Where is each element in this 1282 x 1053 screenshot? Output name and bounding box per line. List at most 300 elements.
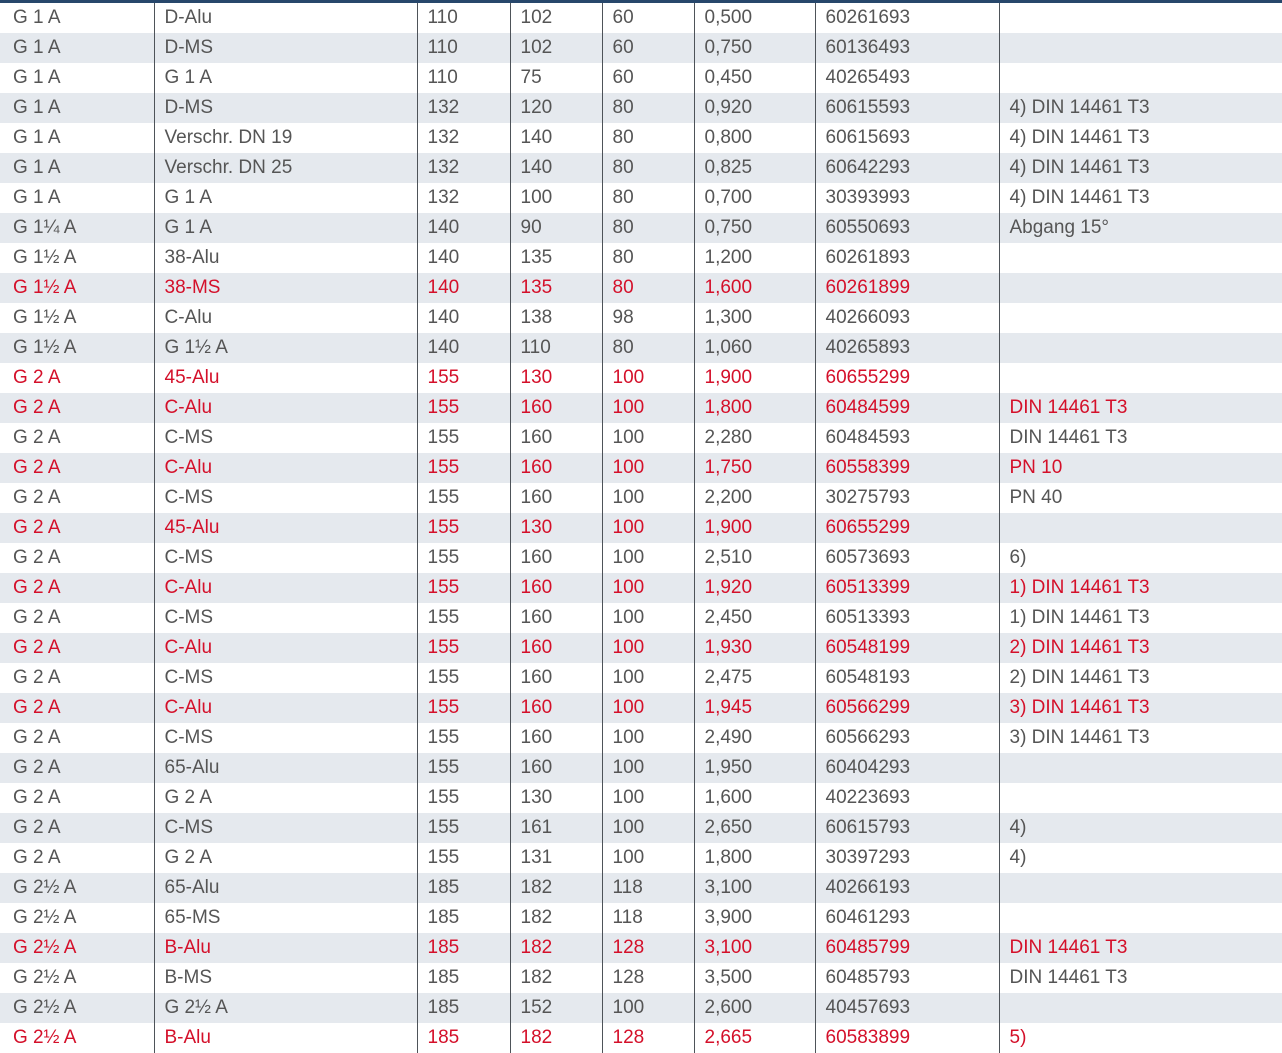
dimension-c-cell: 100 — [602, 633, 694, 663]
length-cell: 110 — [417, 3, 510, 33]
connection-type-cell: C-MS — [154, 813, 417, 843]
dimension-b-cell: 152 — [510, 993, 602, 1023]
remark-cell — [999, 753, 1282, 783]
weight-cell: 2,450 — [694, 603, 815, 633]
remark-cell — [999, 993, 1282, 1023]
weight-cell: 0,700 — [694, 183, 815, 213]
connection-type-cell: C-Alu — [154, 573, 417, 603]
thread-size-cell: G 2 A — [0, 723, 154, 753]
table-row-highlighted — [0, 933, 1282, 963]
length-cell: 155 — [417, 573, 510, 603]
length-cell: 140 — [417, 243, 510, 273]
length-cell: 110 — [417, 63, 510, 93]
thread-size-cell: G 2 A — [0, 453, 154, 483]
remark-cell: 4) DIN 14461 T3 — [999, 123, 1282, 153]
dimension-c-cell: 100 — [602, 783, 694, 813]
remark-cell — [999, 873, 1282, 903]
connection-type-cell: B-MS — [154, 963, 417, 993]
dimension-c-cell: 118 — [602, 873, 694, 903]
table-row — [0, 783, 1282, 813]
article-number-cell: 60461293 — [815, 903, 999, 933]
length-cell: 155 — [417, 483, 510, 513]
dimension-c-cell: 80 — [602, 243, 694, 273]
article-number-cell: 30397293 — [815, 843, 999, 873]
connection-type-cell: D-MS — [154, 33, 417, 63]
weight-cell: 2,650 — [694, 813, 815, 843]
dimension-b-cell: 182 — [510, 873, 602, 903]
table-row — [0, 873, 1282, 903]
connection-type-cell: G 1 A — [154, 213, 417, 243]
length-cell: 132 — [417, 183, 510, 213]
article-number-cell: 60566299 — [815, 693, 999, 723]
article-number-cell: 40457693 — [815, 993, 999, 1023]
dimension-c-cell: 98 — [602, 303, 694, 333]
dimension-b-cell: 75 — [510, 63, 602, 93]
table-row — [0, 993, 1282, 1023]
connection-type-cell: C-Alu — [154, 633, 417, 663]
connection-type-cell: Verschr. DN 25 — [154, 153, 417, 183]
dimension-b-cell: 182 — [510, 963, 602, 993]
article-number-cell: 60485793 — [815, 963, 999, 993]
remark-cell — [999, 63, 1282, 93]
table-row — [0, 213, 1282, 243]
length-cell: 140 — [417, 213, 510, 243]
thread-size-cell: G 2 A — [0, 753, 154, 783]
length-cell: 140 — [417, 273, 510, 303]
length-cell: 132 — [417, 93, 510, 123]
connection-type-cell: G 2 A — [154, 783, 417, 813]
dimension-b-cell: 182 — [510, 1023, 602, 1053]
article-number-cell: 60573693 — [815, 543, 999, 573]
table-row-highlighted — [0, 693, 1282, 723]
length-cell: 155 — [417, 363, 510, 393]
article-number-cell: 60615793 — [815, 813, 999, 843]
thread-size-cell: G 2 A — [0, 543, 154, 573]
dimension-c-cell: 100 — [602, 603, 694, 633]
length-cell: 155 — [417, 603, 510, 633]
connection-type-cell: 65-Alu — [154, 873, 417, 903]
remark-cell: DIN 14461 T3 — [999, 393, 1282, 423]
table-row — [0, 813, 1282, 843]
article-number-cell: 60485799 — [815, 933, 999, 963]
connection-type-cell: C-MS — [154, 543, 417, 573]
length-cell: 185 — [417, 903, 510, 933]
article-number-cell: 40223693 — [815, 783, 999, 813]
thread-size-cell: G 1½ A — [0, 273, 154, 303]
remark-cell — [999, 363, 1282, 393]
connection-type-cell: B-Alu — [154, 933, 417, 963]
dimension-c-cell: 128 — [602, 963, 694, 993]
connection-type-cell: 65-Alu — [154, 753, 417, 783]
thread-size-cell: G 1 A — [0, 63, 154, 93]
table-row-highlighted — [0, 273, 1282, 303]
table-row — [0, 243, 1282, 273]
remark-cell — [999, 3, 1282, 33]
remark-cell — [999, 243, 1282, 273]
table-row-highlighted — [0, 573, 1282, 603]
thread-size-cell: G 1½ A — [0, 243, 154, 273]
weight-cell: 0,825 — [694, 153, 815, 183]
dimension-b-cell: 182 — [510, 933, 602, 963]
thread-size-cell: G 1 A — [0, 33, 154, 63]
remark-cell — [999, 903, 1282, 933]
connection-type-cell: 65-MS — [154, 903, 417, 933]
table-row — [0, 603, 1282, 633]
table-row — [0, 93, 1282, 123]
spec-table-body — [0, 3, 1282, 1053]
dimension-c-cell: 60 — [602, 33, 694, 63]
weight-cell: 1,920 — [694, 573, 815, 603]
table-row — [0, 303, 1282, 333]
dimension-b-cell: 120 — [510, 93, 602, 123]
length-cell: 132 — [417, 123, 510, 153]
table-row — [0, 543, 1282, 573]
length-cell: 140 — [417, 333, 510, 363]
dimension-c-cell: 100 — [602, 363, 694, 393]
remark-cell: PN 40 — [999, 483, 1282, 513]
table-row — [0, 33, 1282, 63]
table-row-highlighted — [0, 513, 1282, 543]
thread-size-cell: G 2 A — [0, 603, 154, 633]
dimension-b-cell: 135 — [510, 273, 602, 303]
connection-type-cell: Verschr. DN 19 — [154, 123, 417, 153]
article-number-cell: 60261893 — [815, 243, 999, 273]
dimension-b-cell: 110 — [510, 333, 602, 363]
connection-type-cell: 45-Alu — [154, 513, 417, 543]
length-cell: 140 — [417, 303, 510, 333]
connection-type-cell: B-Alu — [154, 1023, 417, 1053]
remark-cell — [999, 303, 1282, 333]
weight-cell: 3,100 — [694, 933, 815, 963]
thread-size-cell: G 2 A — [0, 663, 154, 693]
table-row-highlighted — [0, 633, 1282, 663]
weight-cell: 1,750 — [694, 453, 815, 483]
length-cell: 185 — [417, 963, 510, 993]
connection-type-cell: G 1 A — [154, 63, 417, 93]
remark-cell — [999, 513, 1282, 543]
article-number-cell: 60655299 — [815, 513, 999, 543]
weight-cell: 1,800 — [694, 843, 815, 873]
connection-type-cell: C-MS — [154, 723, 417, 753]
thread-size-cell: G 1 A — [0, 123, 154, 153]
table-row — [0, 843, 1282, 873]
weight-cell: 3,500 — [694, 963, 815, 993]
thread-size-cell: G 2½ A — [0, 933, 154, 963]
remark-cell: 6) — [999, 543, 1282, 573]
dimension-c-cell: 80 — [602, 333, 694, 363]
dimension-c-cell: 80 — [602, 183, 694, 213]
spec-table — [0, 3, 1282, 1053]
dimension-b-cell: 182 — [510, 903, 602, 933]
dimension-c-cell: 80 — [602, 93, 694, 123]
connection-type-cell: D-MS — [154, 93, 417, 123]
length-cell: 155 — [417, 723, 510, 753]
thread-size-cell: G 2½ A — [0, 873, 154, 903]
article-number-cell: 30393993 — [815, 183, 999, 213]
length-cell: 155 — [417, 813, 510, 843]
table-row — [0, 723, 1282, 753]
weight-cell: 2,600 — [694, 993, 815, 1023]
dimension-b-cell: 160 — [510, 633, 602, 663]
dimension-c-cell: 100 — [602, 723, 694, 753]
connection-type-cell: G 2 A — [154, 843, 417, 873]
weight-cell: 2,280 — [694, 423, 815, 453]
remark-cell: DIN 14461 T3 — [999, 963, 1282, 993]
remark-cell: 2) DIN 14461 T3 — [999, 663, 1282, 693]
dimension-b-cell: 160 — [510, 753, 602, 783]
thread-size-cell: G 2½ A — [0, 993, 154, 1023]
table-row — [0, 63, 1282, 93]
weight-cell: 1,600 — [694, 273, 815, 303]
weight-cell: 2,510 — [694, 543, 815, 573]
length-cell: 155 — [417, 753, 510, 783]
thread-size-cell: G 2 A — [0, 423, 154, 453]
length-cell: 185 — [417, 1023, 510, 1053]
table-row — [0, 903, 1282, 933]
dimension-b-cell: 131 — [510, 843, 602, 873]
table-row — [0, 963, 1282, 993]
thread-size-cell: G 1 A — [0, 93, 154, 123]
dimension-b-cell: 130 — [510, 783, 602, 813]
dimension-c-cell: 100 — [602, 423, 694, 453]
article-number-cell: 60513393 — [815, 603, 999, 633]
dimension-b-cell: 160 — [510, 393, 602, 423]
article-number-cell: 60404293 — [815, 753, 999, 783]
dimension-b-cell: 160 — [510, 573, 602, 603]
weight-cell: 1,600 — [694, 783, 815, 813]
weight-cell: 1,950 — [694, 753, 815, 783]
dimension-c-cell: 80 — [602, 123, 694, 153]
length-cell: 185 — [417, 873, 510, 903]
thread-size-cell: G 2 A — [0, 513, 154, 543]
dimension-c-cell: 100 — [602, 543, 694, 573]
table-row — [0, 483, 1282, 513]
length-cell: 155 — [417, 513, 510, 543]
thread-size-cell: G 1½ A — [0, 333, 154, 363]
remark-cell: 1) DIN 14461 T3 — [999, 573, 1282, 603]
weight-cell: 0,500 — [694, 3, 815, 33]
dimension-c-cell: 80 — [602, 273, 694, 303]
weight-cell: 0,800 — [694, 123, 815, 153]
dimension-c-cell: 100 — [602, 573, 694, 603]
article-number-cell: 60615593 — [815, 93, 999, 123]
weight-cell: 2,490 — [694, 723, 815, 753]
connection-type-cell: G 1½ A — [154, 333, 417, 363]
dimension-c-cell: 100 — [602, 813, 694, 843]
connection-type-cell: 38-MS — [154, 273, 417, 303]
connection-type-cell: C-Alu — [154, 453, 417, 483]
length-cell: 155 — [417, 693, 510, 723]
thread-size-cell: G 1 A — [0, 183, 154, 213]
thread-size-cell: G 2½ A — [0, 1023, 154, 1053]
remark-cell: 2) DIN 14461 T3 — [999, 633, 1282, 663]
table-row-highlighted — [0, 393, 1282, 423]
weight-cell: 0,920 — [694, 93, 815, 123]
dimension-b-cell: 102 — [510, 3, 602, 33]
weight-cell: 1,945 — [694, 693, 815, 723]
connection-type-cell: C-MS — [154, 663, 417, 693]
thread-size-cell: G 2½ A — [0, 963, 154, 993]
dimension-b-cell: 160 — [510, 543, 602, 573]
table-row — [0, 663, 1282, 693]
remark-cell: 4) — [999, 813, 1282, 843]
connection-type-cell: C-MS — [154, 483, 417, 513]
dimension-c-cell: 128 — [602, 1023, 694, 1053]
length-cell: 155 — [417, 543, 510, 573]
thread-size-cell: G 2 A — [0, 393, 154, 423]
weight-cell: 1,200 — [694, 243, 815, 273]
connection-type-cell: C-Alu — [154, 393, 417, 423]
weight-cell: 1,300 — [694, 303, 815, 333]
connection-type-cell: D-Alu — [154, 3, 417, 33]
weight-cell: 0,750 — [694, 213, 815, 243]
article-number-cell: 60558399 — [815, 453, 999, 483]
table-row — [0, 333, 1282, 363]
article-number-cell: 60136493 — [815, 33, 999, 63]
table-row — [0, 123, 1282, 153]
remark-cell — [999, 273, 1282, 303]
article-number-cell: 60261899 — [815, 273, 999, 303]
length-cell: 155 — [417, 663, 510, 693]
dimension-c-cell: 100 — [602, 393, 694, 423]
article-number-cell: 40265893 — [815, 333, 999, 363]
remark-cell: 4) DIN 14461 T3 — [999, 153, 1282, 183]
length-cell: 185 — [417, 933, 510, 963]
table-row — [0, 153, 1282, 183]
article-number-cell: 60615693 — [815, 123, 999, 153]
remark-cell: 3) DIN 14461 T3 — [999, 723, 1282, 753]
dimension-c-cell: 128 — [602, 933, 694, 963]
dimension-b-cell: 160 — [510, 693, 602, 723]
article-number-cell: 60548199 — [815, 633, 999, 663]
article-number-cell: 60550693 — [815, 213, 999, 243]
weight-cell: 3,100 — [694, 873, 815, 903]
connection-type-cell: C-MS — [154, 423, 417, 453]
thread-size-cell: G 1 A — [0, 3, 154, 33]
remark-cell: 4) DIN 14461 T3 — [999, 183, 1282, 213]
dimension-b-cell: 102 — [510, 33, 602, 63]
dimension-b-cell: 160 — [510, 423, 602, 453]
thread-size-cell: G 2 A — [0, 633, 154, 663]
thread-size-cell: G 2 A — [0, 843, 154, 873]
weight-cell: 1,800 — [694, 393, 815, 423]
connection-type-cell: C-MS — [154, 603, 417, 633]
dimension-b-cell: 138 — [510, 303, 602, 333]
table-row — [0, 3, 1282, 33]
dimension-b-cell: 160 — [510, 663, 602, 693]
article-number-cell: 60513399 — [815, 573, 999, 603]
thread-size-cell: G 2 A — [0, 483, 154, 513]
dimension-c-cell: 100 — [602, 483, 694, 513]
dimension-b-cell: 100 — [510, 183, 602, 213]
length-cell: 155 — [417, 783, 510, 813]
remark-cell: Abgang 15° — [999, 213, 1282, 243]
remark-cell: 1) DIN 14461 T3 — [999, 603, 1282, 633]
thread-size-cell: G 2 A — [0, 363, 154, 393]
thread-size-cell: G 1¼ A — [0, 213, 154, 243]
thread-size-cell: G 2 A — [0, 813, 154, 843]
connection-type-cell: C-Alu — [154, 303, 417, 333]
table-row-highlighted — [0, 363, 1282, 393]
weight-cell: 2,200 — [694, 483, 815, 513]
length-cell: 155 — [417, 453, 510, 483]
dimension-c-cell: 80 — [602, 153, 694, 183]
weight-cell: 1,930 — [694, 633, 815, 663]
connection-type-cell: G 1 A — [154, 183, 417, 213]
dimension-c-cell: 60 — [602, 63, 694, 93]
thread-size-cell: G 2 A — [0, 573, 154, 603]
dimension-c-cell: 100 — [602, 843, 694, 873]
remark-cell — [999, 33, 1282, 63]
table-row — [0, 753, 1282, 783]
dimension-b-cell: 130 — [510, 513, 602, 543]
weight-cell: 3,900 — [694, 903, 815, 933]
length-cell: 155 — [417, 393, 510, 423]
article-number-cell: 30275793 — [815, 483, 999, 513]
weight-cell: 1,060 — [694, 333, 815, 363]
remark-cell: DIN 14461 T3 — [999, 933, 1282, 963]
remark-cell: 4) — [999, 843, 1282, 873]
thread-size-cell: G 2 A — [0, 783, 154, 813]
weight-cell: 2,665 — [694, 1023, 815, 1053]
dimension-c-cell: 100 — [602, 453, 694, 483]
article-number-cell: 60642293 — [815, 153, 999, 183]
connection-type-cell: C-Alu — [154, 693, 417, 723]
dimension-c-cell: 60 — [602, 3, 694, 33]
dimension-b-cell: 160 — [510, 603, 602, 633]
dimension-c-cell: 100 — [602, 513, 694, 543]
weight-cell: 0,450 — [694, 63, 815, 93]
remark-cell — [999, 333, 1282, 363]
thread-size-cell: G 2½ A — [0, 903, 154, 933]
connection-type-cell: 38-Alu — [154, 243, 417, 273]
remark-cell — [999, 783, 1282, 813]
length-cell: 185 — [417, 993, 510, 1023]
article-number-cell: 60484593 — [815, 423, 999, 453]
remark-cell: 5) — [999, 1023, 1282, 1053]
dimension-c-cell: 100 — [602, 753, 694, 783]
dimension-c-cell: 100 — [602, 993, 694, 1023]
remark-cell: 3) DIN 14461 T3 — [999, 693, 1282, 723]
article-number-cell: 40265493 — [815, 63, 999, 93]
length-cell: 155 — [417, 633, 510, 663]
dimension-b-cell: 135 — [510, 243, 602, 273]
article-number-cell: 60548193 — [815, 663, 999, 693]
weight-cell: 1,900 — [694, 363, 815, 393]
remark-cell: 4) DIN 14461 T3 — [999, 93, 1282, 123]
dimension-c-cell: 80 — [602, 213, 694, 243]
article-number-cell: 60566293 — [815, 723, 999, 753]
weight-cell: 0,750 — [694, 33, 815, 63]
dimension-b-cell: 160 — [510, 723, 602, 753]
remark-cell: DIN 14461 T3 — [999, 423, 1282, 453]
weight-cell: 1,900 — [694, 513, 815, 543]
table-row-highlighted — [0, 1023, 1282, 1053]
length-cell: 132 — [417, 153, 510, 183]
dimension-c-cell: 100 — [602, 663, 694, 693]
connection-type-cell: 45-Alu — [154, 363, 417, 393]
table-row — [0, 183, 1282, 213]
length-cell: 155 — [417, 423, 510, 453]
dimension-b-cell: 140 — [510, 123, 602, 153]
dimension-c-cell: 100 — [602, 693, 694, 723]
dimension-b-cell: 161 — [510, 813, 602, 843]
article-number-cell: 40266193 — [815, 873, 999, 903]
dimension-b-cell: 160 — [510, 483, 602, 513]
thread-size-cell: G 1½ A — [0, 303, 154, 333]
table-row-highlighted — [0, 453, 1282, 483]
weight-cell: 2,475 — [694, 663, 815, 693]
